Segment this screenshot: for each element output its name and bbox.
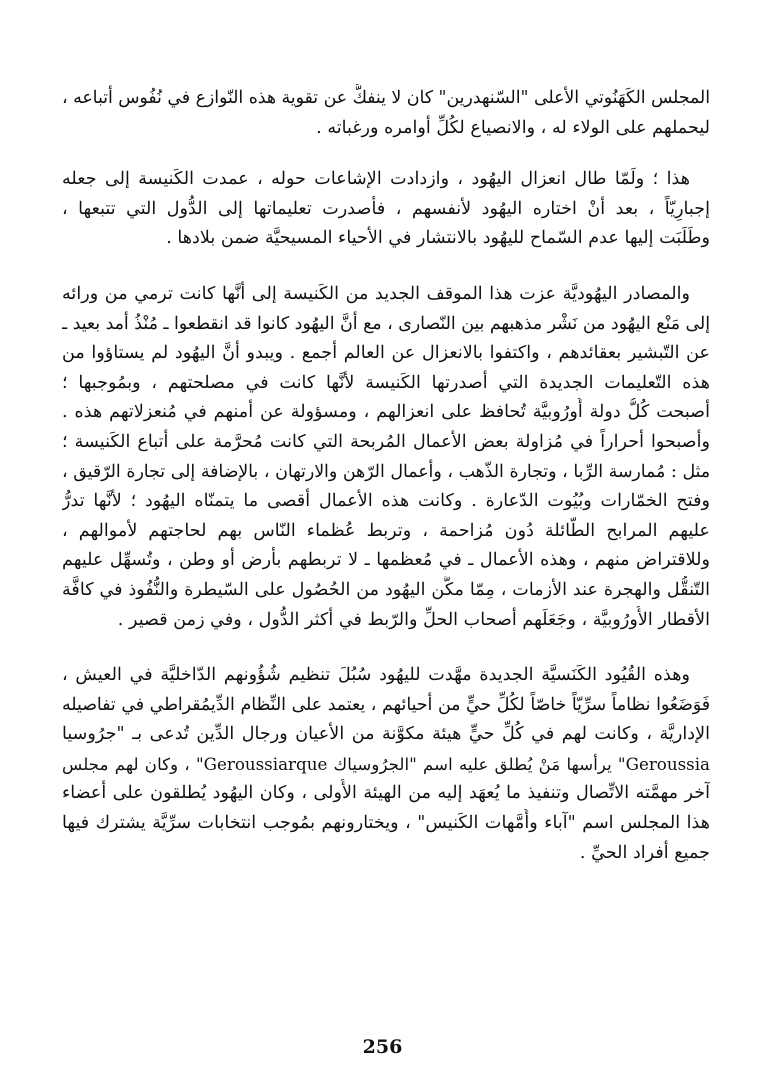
text-line: وفتح الخمّارات وبُيُوت الدّعارة . وكانت هذه الأعمال أقصى ما يتمنّاه اليهُود ؛ لأنَّها تدرُّ xyxy=(62,491,710,512)
text-line: Geroussia" يرأسها مَنْ يُطلق عليه اسم "الجرُوسياك Geroussiarque" ، وكان لهم مجلس xyxy=(62,753,710,774)
text-line: جميع أفراد الحيِّ . xyxy=(579,842,710,863)
paragraph-4 xyxy=(62,661,710,868)
text-line: والمصادر اليهُوديَّة عزت هذا الموقف الجديد من الكَنيسة إلى أنَّها كانت ترمي من ورائه xyxy=(62,283,690,304)
text-line: وأصبحوا أحراراً في مُزاولة بعض الأعمال المُربحة التي كانت مُحرَّمة على أتباع الكَنيسة ؛ xyxy=(62,431,710,452)
paragraph-1 xyxy=(62,84,710,143)
text-line: إجبارِيّاً ، بعد أنْ اختاره اليهُود لأنفسهم ، فأصدرت تعليماتها إلى الدُّول التي تتبعها ، xyxy=(62,198,710,219)
text-line: المجلس الكَهَنُوتي الأعلى "السّنهدرين" كان لا ينفكُّ عن تقوية هذه النّوازع في نُفُوس أتباعه ، xyxy=(62,88,710,108)
text-line: مثل : مُمارسة الرِّبا ، وتجارة الذّهب ، وأعمال الرّهن والارتهان ، بالإضافة إلى تجارة الرّقيق ، xyxy=(62,461,710,482)
text-line: وللاقتراض منهم ، وهذه الأعمال ـ في مُعظمها ـ لا تربطهم بأرض أو وطن ، وتُسهِّل عليهم xyxy=(62,550,710,571)
text-line: هذه التّعليمات الجديدة التي أصدرتها الكَنيسة لأنَّها كانت في مصلحتهم ، وبمُوجبها ؛ xyxy=(62,372,710,393)
text-line: ليحملهم على الولاء له ، والانصياع لكُلِّ أوامره ورغباته . xyxy=(316,117,710,138)
paragraph-3 xyxy=(62,280,710,635)
page-number: 256 xyxy=(362,1036,403,1058)
text-line: عن التّبشير بعقائدهم ، واكتفوا بالانعزال عن العالم أجمع . ويبدو أنَّ اليهُود لم يستاؤوا من xyxy=(62,343,710,364)
text-line: وهذه القُيُود الكَنَسيَّة الجديدة مهَّدت لليهُود سُبُلَ تنظيم شُؤُونهم الدّاخليَّة في العيش ، xyxy=(62,665,690,686)
text-line: عليهم المرابح الطّائلة دُون مُزاحمة ، وتربط عُظماء النّاس بهم لحاجتهم لأموالهم ، xyxy=(62,520,710,541)
text-line: الإداريَّة ، وكانت لهم في كُلِّ حيٍّ هيئة مكوَّنة من الأعيان ورجال الدِّين تُدعى بـ "جرُوسيا xyxy=(62,724,710,745)
paragraph-2 xyxy=(62,165,710,254)
text-line: وطَلَبَت إليها عدم السّماح لليهُود بالانتشار في الأحياء المسيحيَّة ضمن بلادها . xyxy=(166,228,710,249)
text-line: التّنقُّل والهجرة عند الأزمات ، مِمّا مكَّن اليهُود من الحُصُول على السّيطرة والنُّفُوذ في كافَّة xyxy=(62,579,710,600)
text-line: فَوَضَعُوا نظاماً سرِّيّاً خاصّاً لكُلِّ حيٍّ من أحيائهم ، يعتمد على النِّظام الدِّيمُقراطي في تفاصيله xyxy=(62,694,710,715)
text-line: أصبحت كُلُّ دولة أُورُوبيَّة تُحافظ على انعزالهم ، ومسؤولة عن أمنهم في مُنعزلاتهم هذه . xyxy=(62,402,710,423)
text-line: هذا ؛ ولَمّا طال انعزال اليهُود ، وازدادت الإشاعات حوله ، عمدت الكَنيسة إلى جعله xyxy=(62,169,690,190)
page-body xyxy=(62,84,710,890)
text-line: إلى مَنْع اليهُود من نَشْر مذهبهم بين النّصارى ، مع أنَّ اليهُود كانوا قد انقطعوا ـ مُنْذُ أمد بعيد ـ xyxy=(62,313,710,334)
text-line: آخر مهمَّته الاتِّصال وتنفيذ ما يُعهَد إليه من الهيئة الأُولى ، وكان اليهُود يُطلقون على أعضاء xyxy=(62,783,710,804)
text-line: هذا المجلس اسم "آباء وأُمَّهات الكَنيس" ، ويختارونهم بمُوجب انتخابات سرِّيَّة يشترك فيها xyxy=(62,813,710,834)
text-line: الأقطار الأُورُوبيَّة ، وجَعَلَهم أصحاب الحلِّ والرّبط في أكثر الدُّول ، وفي زمن قصير . xyxy=(117,609,710,630)
